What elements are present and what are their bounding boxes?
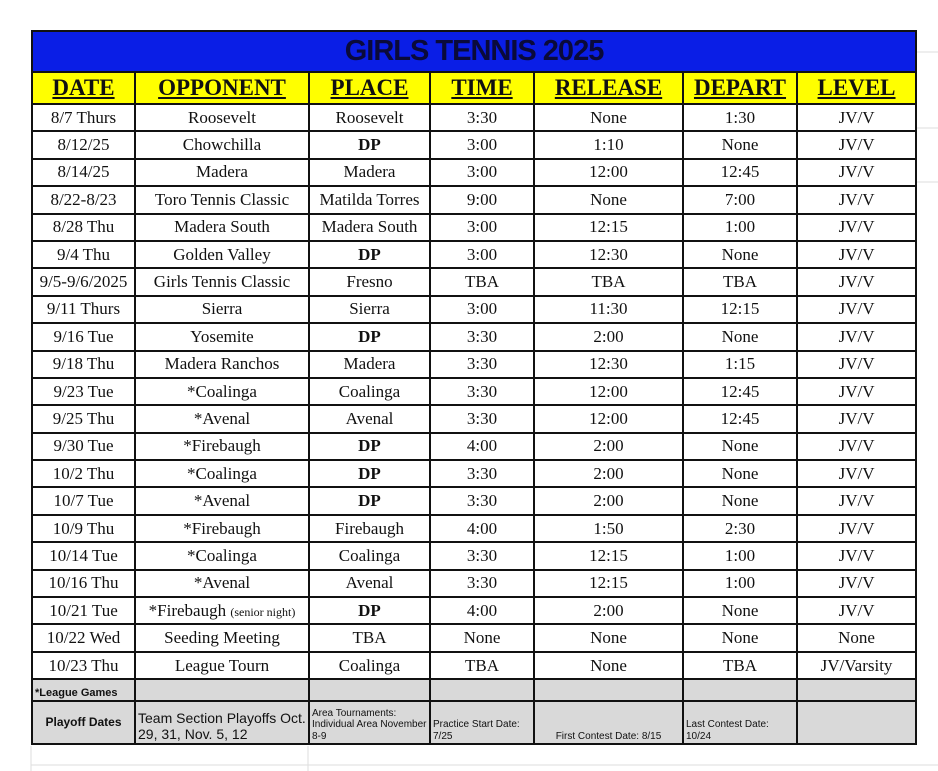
opponent-cell: *Coalinga <box>135 542 309 569</box>
depart-cell: 12:15 <box>683 296 797 323</box>
date-cell: 8/28 Thu <box>32 214 135 241</box>
opponent-cell: *Avenal <box>135 487 309 514</box>
release-cell: 12:30 <box>534 351 683 378</box>
table-row <box>32 515 916 542</box>
header-time: TIME <box>430 72 534 104</box>
place-cell: DP <box>309 460 430 487</box>
place-cell: Coalinga <box>309 652 430 679</box>
table-row <box>32 323 916 350</box>
opponent-cell <box>135 597 309 624</box>
level-cell: JV/V <box>797 487 916 514</box>
release-cell: 2:00 <box>534 460 683 487</box>
table-row <box>32 378 916 405</box>
place-cell: Avenal <box>309 405 430 432</box>
opponent-cell: Seeding Meeting <box>135 624 309 651</box>
depart-cell: None <box>683 624 797 651</box>
place-cell: Roosevelt <box>309 104 430 131</box>
level-cell: JV/V <box>797 323 916 350</box>
table-row <box>32 652 916 679</box>
table-row <box>32 624 916 651</box>
table-row <box>32 131 916 158</box>
place-cell: Coalinga <box>309 378 430 405</box>
empty-cell <box>797 679 916 701</box>
date-cell: 10/7 Tue <box>32 487 135 514</box>
release-cell: 12:15 <box>534 570 683 597</box>
empty-cell <box>797 701 916 744</box>
depart-cell: 1:30 <box>683 104 797 131</box>
time-cell: None <box>430 624 534 651</box>
level-cell: JV/V <box>797 597 916 624</box>
level-cell: JV/V <box>797 570 916 597</box>
release-cell: 2:00 <box>534 487 683 514</box>
place-cell: Coalinga <box>309 542 430 569</box>
release-cell: 2:00 <box>534 597 683 624</box>
opponent-cell: Madera <box>135 159 309 186</box>
date-cell: 9/30 Tue <box>32 433 135 460</box>
level-cell: JV/V <box>797 405 916 432</box>
first-contest-date: First Contest Date: 8/15 <box>534 701 683 744</box>
opponent-cell: Sierra <box>135 296 309 323</box>
level-cell: JV/V <box>797 351 916 378</box>
depart-cell: 12:45 <box>683 159 797 186</box>
date-cell: 10/21 Tue <box>32 597 135 624</box>
opponent-cell: *Coalinga <box>135 460 309 487</box>
header-release: RELEASE <box>534 72 683 104</box>
senior-night-note: (senior night) <box>230 604 296 619</box>
level-cell: JV/V <box>797 460 916 487</box>
time-cell: 3:00 <box>430 296 534 323</box>
release-cell: 12:15 <box>534 214 683 241</box>
place-cell: TBA <box>309 624 430 651</box>
date-cell: 8/7 Thurs <box>32 104 135 131</box>
release-cell: 12:00 <box>534 378 683 405</box>
depart-cell: 1:15 <box>683 351 797 378</box>
release-cell: None <box>534 186 683 213</box>
level-cell: JV/V <box>797 515 916 542</box>
level-cell: JV/V <box>797 378 916 405</box>
schedule-title: GIRLS TENNIS 2025 <box>32 31 916 72</box>
opponent-cell: Yosemite <box>135 323 309 350</box>
table-row <box>32 487 916 514</box>
date-cell: 10/9 Thu <box>32 515 135 542</box>
time-cell: 3:30 <box>430 378 534 405</box>
date-cell: 10/2 Thu <box>32 460 135 487</box>
table-row <box>32 214 916 241</box>
place-cell: DP <box>309 241 430 268</box>
empty-cell <box>309 679 430 701</box>
date-cell: 9/25 Thu <box>32 405 135 432</box>
date-cell: 10/23 Thu <box>32 652 135 679</box>
depart-cell: None <box>683 433 797 460</box>
header-level: LEVEL <box>797 72 916 104</box>
time-cell: 9:00 <box>430 186 534 213</box>
time-cell: 3:30 <box>430 351 534 378</box>
date-cell: 10/14 Tue <box>32 542 135 569</box>
opponent-cell: *Firebaugh <box>135 515 309 542</box>
depart-cell: 1:00 <box>683 214 797 241</box>
header-row <box>32 72 916 104</box>
empty-cell <box>135 679 309 701</box>
table-row <box>32 296 916 323</box>
release-cell: None <box>534 624 683 651</box>
header-depart: DEPART <box>683 72 797 104</box>
time-cell: 3:30 <box>430 405 534 432</box>
level-cell: JV/V <box>797 131 916 158</box>
place-cell: DP <box>309 323 430 350</box>
opponent-text: *Firebaugh <box>148 600 227 620</box>
opponent-cell: Madera Ranchos <box>135 351 309 378</box>
release-cell: None <box>534 104 683 131</box>
opponent-cell: Roosevelt <box>135 104 309 131</box>
date-cell: 9/16 Tue <box>32 323 135 350</box>
time-cell: 3:30 <box>430 104 534 131</box>
depart-cell: TBA <box>683 268 797 295</box>
league-games-row <box>32 679 916 701</box>
place-cell: Madera <box>309 159 430 186</box>
level-cell: JV/V <box>797 159 916 186</box>
opponent-cell: *Coalinga <box>135 378 309 405</box>
time-cell: 3:30 <box>430 460 534 487</box>
time-cell: 4:00 <box>430 433 534 460</box>
opponent-cell: *Avenal <box>135 405 309 432</box>
release-cell: 2:00 <box>534 433 683 460</box>
date-cell: 9/11 Thurs <box>32 296 135 323</box>
level-cell: JV/V <box>797 542 916 569</box>
table-row <box>32 186 916 213</box>
date-cell: 10/16 Thu <box>32 570 135 597</box>
level-cell: JV/Varsity <box>797 652 916 679</box>
level-cell: JV/V <box>797 433 916 460</box>
time-cell: 3:30 <box>430 542 534 569</box>
release-cell: 2:00 <box>534 323 683 350</box>
header-place: PLACE <box>309 72 430 104</box>
date-cell: 9/5-9/6/2025 <box>32 268 135 295</box>
playoff-dates-row <box>32 701 916 744</box>
table-row <box>32 597 916 624</box>
time-cell: 3:30 <box>430 570 534 597</box>
depart-cell: None <box>683 460 797 487</box>
level-cell: JV/V <box>797 186 916 213</box>
time-cell: 4:00 <box>430 515 534 542</box>
place-cell: DP <box>309 597 430 624</box>
opponent-cell: *Firebaugh <box>135 433 309 460</box>
table-row <box>32 104 916 131</box>
depart-cell: 2:30 <box>683 515 797 542</box>
place-cell: Matilda Torres <box>309 186 430 213</box>
level-cell: JV/V <box>797 104 916 131</box>
empty-cell <box>430 679 534 701</box>
date-cell: 8/22-8/23 <box>32 186 135 213</box>
place-cell: Madera South <box>309 214 430 241</box>
place-cell: Sierra <box>309 296 430 323</box>
playoff-dates-label: Playoff Dates <box>32 701 135 744</box>
release-cell: 12:00 <box>534 405 683 432</box>
date-cell: 8/12/25 <box>32 131 135 158</box>
date-cell: 10/22 Wed <box>32 624 135 651</box>
opponent-cell: Toro Tennis Classic <box>135 186 309 213</box>
opponent-cell: Golden Valley <box>135 241 309 268</box>
depart-cell: 12:45 <box>683 378 797 405</box>
table-row <box>32 351 916 378</box>
depart-cell: 1:00 <box>683 570 797 597</box>
place-cell: Avenal <box>309 570 430 597</box>
area-tournaments: Area Tournaments: Individual Area November 8-9 <box>309 701 430 744</box>
header-date: DATE <box>32 72 135 104</box>
time-cell: TBA <box>430 268 534 295</box>
empty-cell <box>534 679 683 701</box>
place-cell: Madera <box>309 351 430 378</box>
opponent-cell: Madera South <box>135 214 309 241</box>
level-cell: None <box>797 624 916 651</box>
table-row <box>32 268 916 295</box>
time-cell: TBA <box>430 652 534 679</box>
release-cell: 1:10 <box>534 131 683 158</box>
opponent-cell: Chowchilla <box>135 131 309 158</box>
time-cell: 3:00 <box>430 214 534 241</box>
release-cell: 12:30 <box>534 241 683 268</box>
opponent-cell: *Avenal <box>135 570 309 597</box>
depart-cell: None <box>683 487 797 514</box>
level-cell: JV/V <box>797 268 916 295</box>
level-cell: JV/V <box>797 214 916 241</box>
time-cell: 3:30 <box>430 487 534 514</box>
table-row <box>32 542 916 569</box>
release-cell: None <box>534 652 683 679</box>
depart-cell: None <box>683 241 797 268</box>
depart-cell: 1:00 <box>683 542 797 569</box>
table-row <box>32 570 916 597</box>
time-cell: 3:00 <box>430 241 534 268</box>
time-cell: 4:00 <box>430 597 534 624</box>
depart-cell: None <box>683 323 797 350</box>
place-cell: DP <box>309 131 430 158</box>
date-cell: 9/23 Tue <box>32 378 135 405</box>
release-cell: 12:00 <box>534 159 683 186</box>
table-row <box>32 405 916 432</box>
release-cell: 12:15 <box>534 542 683 569</box>
last-contest-date: Last Contest Date: 10/24 <box>683 701 797 744</box>
empty-cell <box>683 679 797 701</box>
table-row <box>32 159 916 186</box>
date-cell: 8/14/25 <box>32 159 135 186</box>
depart-cell: None <box>683 131 797 158</box>
depart-cell: 12:45 <box>683 405 797 432</box>
opponent-cell: Girls Tennis Classic <box>135 268 309 295</box>
table-row <box>32 241 916 268</box>
table-row <box>32 460 916 487</box>
league-games-label: *League Games <box>32 679 135 701</box>
release-cell: 11:30 <box>534 296 683 323</box>
release-cell: TBA <box>534 268 683 295</box>
level-cell: JV/V <box>797 296 916 323</box>
place-cell: Fresno <box>309 268 430 295</box>
opponent-cell: League Tourn <box>135 652 309 679</box>
time-cell: 3:00 <box>430 131 534 158</box>
date-cell: 9/18 Thu <box>32 351 135 378</box>
time-cell: 3:00 <box>430 159 534 186</box>
schedule-table <box>31 30 917 745</box>
team-section-playoffs: Team Section Playoffs Oct. 29, 31, Nov. 5, 12 <box>135 701 309 744</box>
table-row <box>32 433 916 460</box>
time-cell: 3:30 <box>430 323 534 350</box>
depart-cell: 7:00 <box>683 186 797 213</box>
depart-cell: None <box>683 597 797 624</box>
release-cell: 1:50 <box>534 515 683 542</box>
header-opponent: OPPONENT <box>135 72 309 104</box>
place-cell: DP <box>309 433 430 460</box>
level-cell: JV/V <box>797 241 916 268</box>
place-cell: DP <box>309 487 430 514</box>
date-cell: 9/4 Thu <box>32 241 135 268</box>
place-cell: Firebaugh <box>309 515 430 542</box>
practice-start-date: Practice Start Date: 7/25 <box>430 701 534 744</box>
depart-cell: TBA <box>683 652 797 679</box>
